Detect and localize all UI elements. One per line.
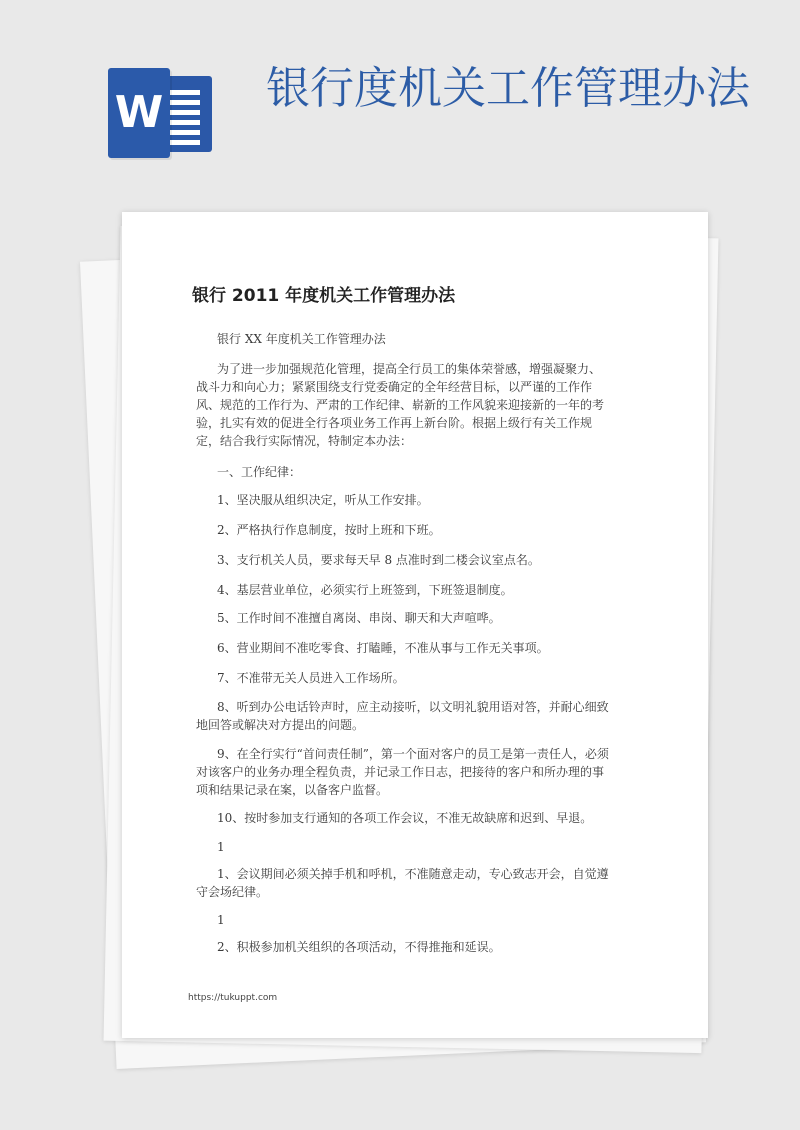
intro-line: 验，扎实有效的促进全行各项业务工作再上新台阶。根据上级行有关工作规 [196,416,593,430]
intro-line: 定，结合我行实际情况，特制定本办法： [196,434,413,448]
list-item: 4、基层营业单位，必须实行上班签到，下班签退制度。 [217,583,513,597]
document-page [122,212,708,1038]
list-item-continuation: 守会场纪律。 [196,885,269,899]
intro-line: 为了进一步加强规范化管理，提高全行员工的集体荣誉感，增强凝聚力、 [217,362,602,376]
list-item: 2、严格执行作息制度，按时上班和下班。 [217,523,441,537]
list-item: 6、营业期间不准吃零食、打瞌睡，不准从事与工作无关事项。 [217,641,549,655]
footer-url: https://tukuppt.com [188,993,278,1003]
list-item-continuation: 地回答或解决对方提出的问题。 [196,718,365,732]
list-item: 1、会议期间必须关掉手机和呼机，不准随意走动，专心致志开会，自觉遵 [217,867,609,881]
list-item: 10、按时参加支行通知的各项工作会议，不准无故缺席和迟到、早退。 [217,811,593,825]
list-item: 9、在全行实行“首问责任制”，第一个面对客户的员工是第一责任人，必须 [217,747,609,761]
section-heading: 一、工作纪律： [217,465,302,479]
document-title: 银行 2011 年度机关工作管理办法 [192,286,456,306]
intro-line: 风、规范的工作行为、严肃的工作纪律、崭新的工作风貌来迎接新的一年的考 [196,398,605,412]
list-item: 2、积极参加机关组织的各项活动，不得推拖和延误。 [217,940,501,954]
document-subtitle: 银行 XX 年度机关工作管理办法 [217,332,386,346]
word-logo [108,68,214,158]
list-item-continuation: 项和结果记录在案，以备客户监督。 [196,783,389,797]
page-number: 1 [217,913,225,927]
page-title: 银行度机关工作管理办法 [266,63,750,114]
list-item: 5、工作时间不准擅自离岗、串岗、聊天和大声喧哗。 [217,611,501,625]
list-item-continuation: 对该客户的业务办理全程负责，并记录工作日志，把接待的客户和所办理的事 [196,765,605,779]
word-letter-icon: W [108,68,170,158]
list-item: 8、听到办公电话铃声时，应主动接听，以文明礼貌用语对答，并耐心细致 [217,700,609,714]
list-item: 3、支行机关人员，要求每天早 8 点准时到二楼会议室点名。 [217,553,540,567]
page-number: 1 [217,840,225,854]
list-item: 7、不准带无关人员进入工作场所。 [217,671,405,685]
intro-line: 战斗力和向心力；紧紧围绕支行党委确定的全年经营目标，以严谨的工作作 [196,380,593,394]
list-item: 1、坚决服从组织决定，听从工作安排。 [217,493,429,507]
